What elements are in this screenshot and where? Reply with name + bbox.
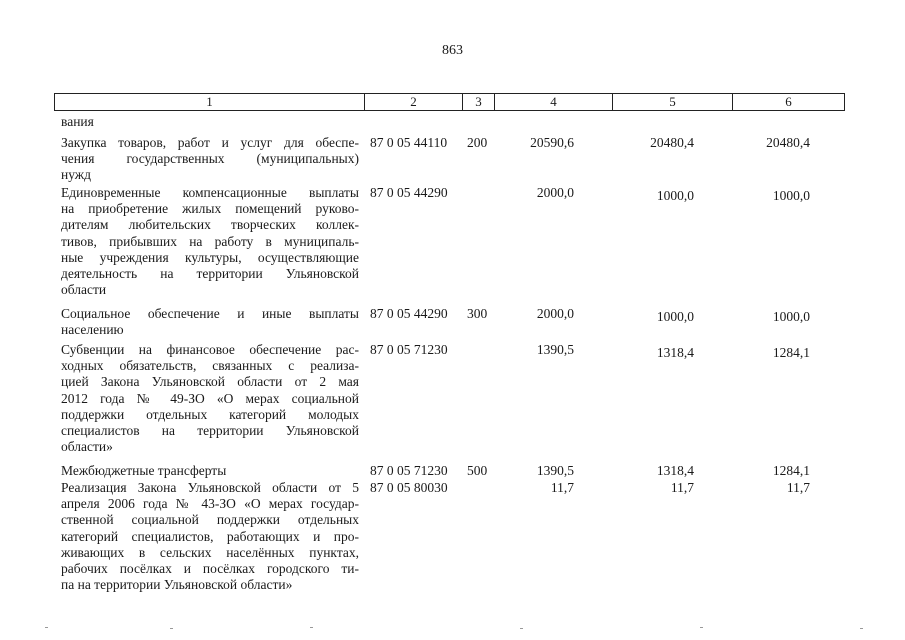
description-line: населению bbox=[61, 322, 124, 338]
description-line: ные учреждения культуры, осуществляющие bbox=[61, 249, 359, 265]
row-value-col5: 1318,4 bbox=[656, 463, 694, 478]
header-col-1: 1 bbox=[206, 94, 213, 109]
description-line: ственной социальной поддержки отдельных bbox=[61, 512, 359, 528]
header-col-2: 2 bbox=[364, 94, 462, 110]
row-code: 87 0 05 44110 bbox=[370, 135, 448, 150]
row-value-col4: 1390,5 bbox=[536, 342, 574, 357]
description-line: области» bbox=[61, 439, 113, 455]
row-code: 87 0 05 44290 bbox=[370, 306, 448, 321]
description-line: Социальное обеспечение и иные выплаты bbox=[61, 306, 359, 321]
description-line: Межбюджетные трансферты bbox=[61, 463, 227, 478]
row-value-col6: 20480,4 bbox=[766, 135, 810, 150]
description-line: рабочих посёлках и посёлках городского ти- bbox=[61, 561, 359, 577]
row-value-col5: 11,7 bbox=[670, 480, 694, 495]
row-description bbox=[61, 463, 359, 479]
description-line: категорий специалистов, работающих и про- bbox=[61, 528, 359, 544]
scan-speck bbox=[310, 627, 313, 628]
page-number: 863 bbox=[442, 43, 463, 58]
description-line: ходных обязательств, связанных с реализа- bbox=[61, 358, 359, 374]
row-description bbox=[61, 342, 359, 455]
description-line: дителям любительских творческих коллек- bbox=[61, 217, 359, 233]
row-description bbox=[61, 114, 359, 130]
description-line: области bbox=[61, 282, 107, 298]
scan-speck bbox=[860, 628, 863, 629]
row-value-col4: 20590,6 bbox=[530, 135, 574, 150]
description-line: деятельность на территории Ульяновской bbox=[61, 266, 359, 282]
scan-speck bbox=[170, 628, 173, 629]
description-line: вания bbox=[61, 114, 94, 129]
description-line: апреля 2006 года № 43-ЗО «О мерах государ- bbox=[61, 496, 359, 512]
description-line: живающих в сельских населённых пунктах, bbox=[61, 544, 359, 560]
description-line: чения государственных (муниципальных) bbox=[61, 151, 359, 167]
description-line: Единовременные компенсационные выплаты bbox=[61, 185, 359, 200]
description-line: специалистов на территории Ульяновской bbox=[61, 423, 359, 439]
row-code: 87 0 05 71230 bbox=[370, 342, 448, 357]
row-value-col4: 2000,0 bbox=[536, 185, 574, 200]
row-value-col6: 1284,1 bbox=[772, 345, 810, 360]
description-line: 2012 года № 49-ЗО «О мерах социальной bbox=[61, 390, 359, 406]
row-value-col6: 1284,1 bbox=[772, 463, 810, 478]
row-value-col6: 1000,0 bbox=[772, 309, 810, 324]
row-description bbox=[61, 135, 359, 184]
row-value-col6: 1000,0 bbox=[772, 188, 810, 203]
description-line: тивов, прибывших на работу в муниципаль- bbox=[61, 233, 359, 249]
scan-speck bbox=[520, 628, 523, 629]
row-value-col5: 1000,0 bbox=[656, 309, 694, 324]
header-col-5: 5 bbox=[612, 94, 732, 110]
row-value-col5: 1000,0 bbox=[656, 188, 694, 203]
table-header bbox=[54, 93, 845, 111]
row-value-col5: 20480,4 bbox=[650, 135, 694, 150]
row-description bbox=[61, 480, 359, 593]
row-code: 87 0 05 71230 bbox=[370, 463, 448, 478]
row-description bbox=[61, 185, 359, 298]
row-value-col4: 2000,0 bbox=[536, 306, 574, 321]
row-value-col5: 1318,4 bbox=[656, 345, 694, 360]
row-value-col4: 1390,5 bbox=[536, 463, 574, 478]
header-col-3: 3 bbox=[462, 94, 494, 110]
row-value-col6: 11,7 bbox=[786, 480, 810, 495]
row-description bbox=[61, 306, 359, 338]
header-col-4: 4 bbox=[494, 94, 612, 110]
description-line: нужд bbox=[61, 167, 91, 183]
description-line: цией Закона Ульяновской области от 2 мая bbox=[61, 374, 359, 390]
row-expense-type: 300 bbox=[467, 306, 488, 321]
row-code: 87 0 05 80030 bbox=[370, 480, 448, 495]
description-line: поддержки отдельных категорий молодых bbox=[61, 406, 359, 422]
row-code: 87 0 05 44290 bbox=[370, 185, 448, 200]
scan-speck bbox=[45, 627, 48, 628]
row-expense-type: 500 bbox=[467, 463, 488, 478]
row-value-col4: 11,7 bbox=[550, 480, 574, 495]
row-expense-type: 200 bbox=[467, 135, 488, 150]
description-line: Закупка товаров, работ и услуг для обеспе- bbox=[61, 135, 359, 150]
header-col-6: 6 bbox=[732, 94, 844, 110]
description-line: па на территории Ульяновской области» bbox=[61, 577, 293, 593]
description-line: на приобретение жилых помещений руково- bbox=[61, 201, 359, 217]
description-line: Реализация Закона Ульяновской области от 5 bbox=[61, 480, 359, 495]
description-line: Субвенции на финансовое обеспечение рас- bbox=[61, 342, 359, 357]
scan-speck bbox=[700, 627, 703, 628]
